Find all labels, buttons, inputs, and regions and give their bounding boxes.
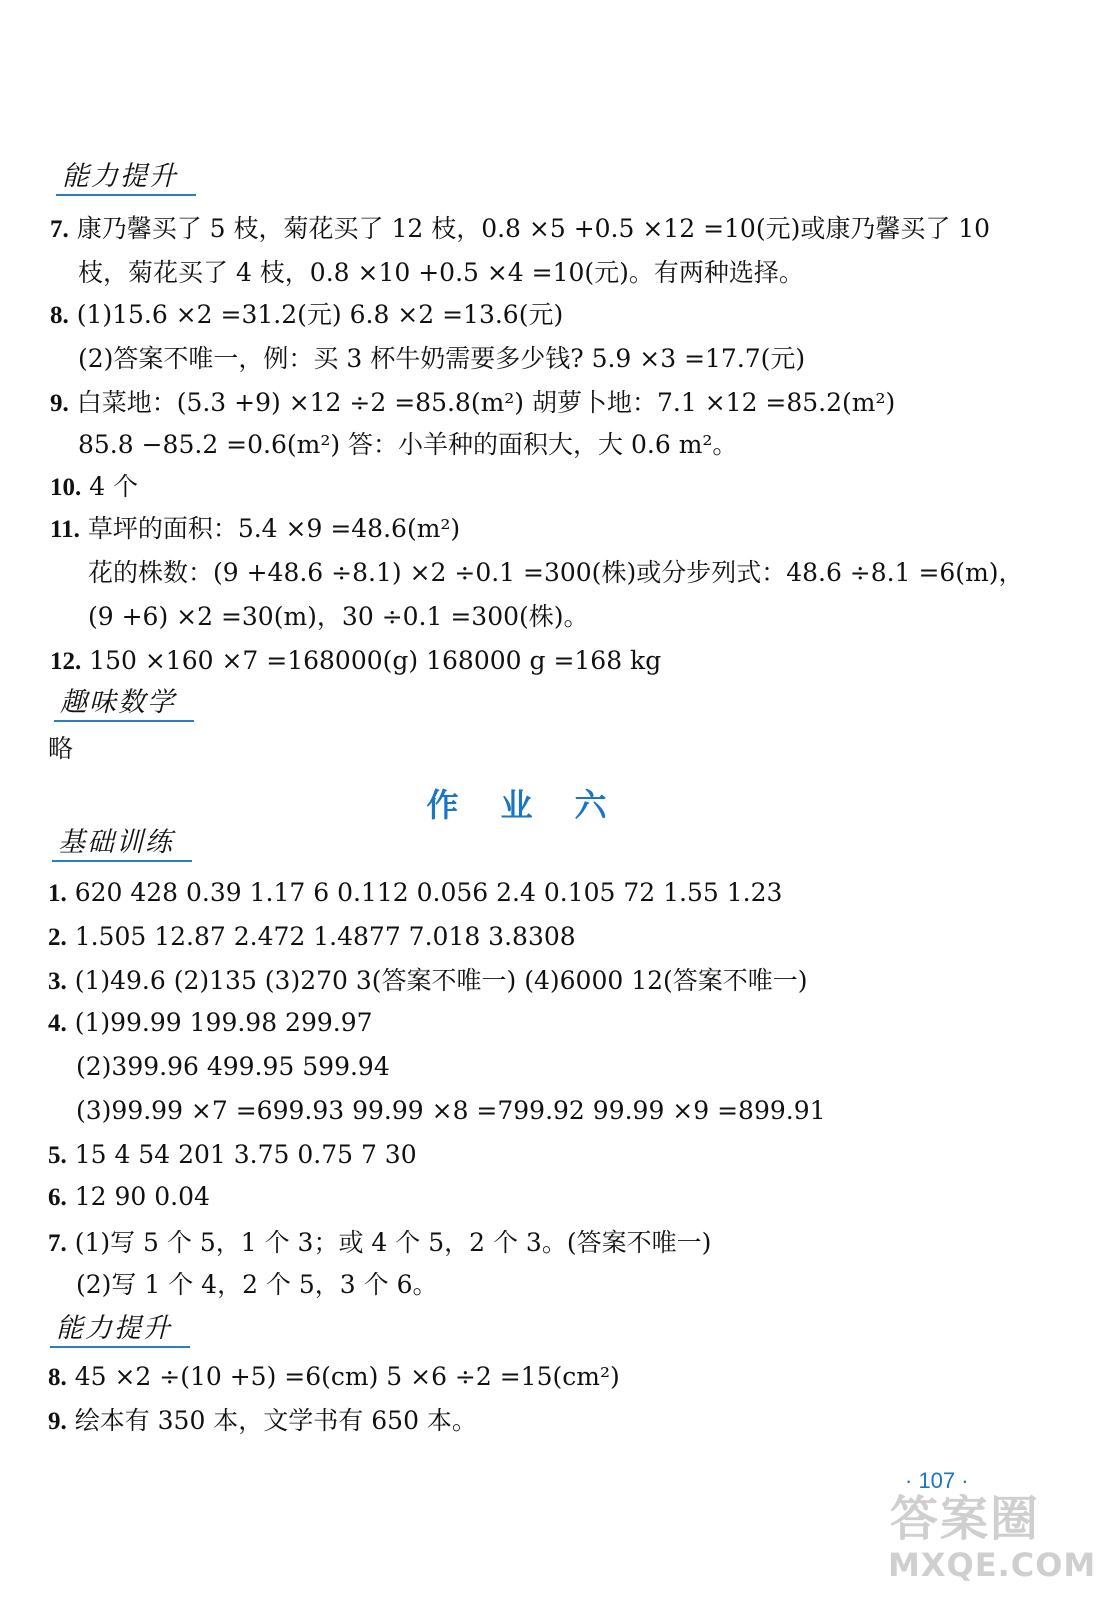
answer-line: 9. 绘本有 350 本，文学书有 650 本。 xyxy=(48,1406,477,1435)
answer-line: 12. 150 ×160 ×7 =168000(g) 168000 g =168 kg xyxy=(50,646,662,675)
answer-line: 4. (1)99.99 199.98 299.97 xyxy=(48,1008,373,1037)
answer-line: (2)答案不唯一，例：买 3 杯牛奶需要多少钱? 5.9 ×3 =17.7(元) xyxy=(78,344,806,373)
answer-line: 5. 15 4 54 201 3.75 0.75 7 30 xyxy=(48,1140,417,1169)
watermark-url: MXQE.COM xyxy=(888,1546,1096,1584)
answer-line: (2)399.96 499.95 599.94 xyxy=(76,1052,390,1081)
watermark-text: 答案圈 xyxy=(890,1491,1041,1547)
answer-line: (9 +6) ×2 =30(m)，30 ÷0.1 =300(株)。 xyxy=(88,602,589,631)
answer-line: 10. 4 个 xyxy=(50,472,139,501)
answer-line: 8. (1)15.6 ×2 =31.2(元) 6.8 ×2 =13.6(元) xyxy=(50,300,564,329)
page-title: 作业六 xyxy=(426,786,649,824)
answer-line: 6. 12 90 0.04 xyxy=(48,1182,210,1211)
answer-line: 11. 草坪的面积：5.4 ×9 =48.6(m²) xyxy=(50,514,461,543)
section-heading-ability-2: 能力提升 xyxy=(56,1312,172,1346)
section-heading-basic: 基础训练 xyxy=(58,826,174,860)
answer-line: 3. (1)49.6 (2)135 (3)270 3(答案不唯一) (4)6000 12(答案不唯一) xyxy=(48,966,808,995)
watermark-logo xyxy=(880,1480,1096,1595)
answer-line: 2. 1.505 12.87 2.472 1.4877 7.018 3.8308 xyxy=(48,922,576,951)
answer-line: (3)99.99 ×7 =699.93 99.99 ×8 =799.92 99.99 ×9 =899.91 xyxy=(76,1096,826,1125)
answer-line: 枝，菊花买了 4 枝，0.8 ×10 +0.5 ×4 =10(元)。有两种选择。 xyxy=(78,258,804,287)
answer-line: 7. 康乃馨买了 5 枝，菊花买了 12 枝，0.8 ×5 +0.5 ×12 =10(元)或康乃馨买了 10 xyxy=(50,214,991,243)
answer-line: 9. 白菜地：(5.3 +9) ×12 ÷2 =85.8(m²) 胡萝卜地：7.1 ×12 =85.2(m²) xyxy=(50,388,896,417)
section-heading-fun-math: 趣味数学 xyxy=(60,686,176,720)
section-heading-ability: 能力提升 xyxy=(62,160,178,194)
answer-line: 1. 620 428 0.39 1.17 6 0.112 0.056 2.4 0.105 72 1.55 1.23 xyxy=(48,878,783,907)
answer-line: (2)写 1 个 4，2 个 5，3 个 6。 xyxy=(76,1270,438,1299)
answer-line: 8. 45 ×2 ÷(10 +5) =6(cm) 5 ×6 ÷2 =15(cm²) xyxy=(48,1362,620,1391)
answer-line: 85.8 −85.2 =0.6(m²) 答：小羊种的面积大，大 0.6 m²。 xyxy=(78,430,738,459)
answer-line: 7. (1)写 5 个 5，1 个 3；或 4 个 5，2 个 3。(答案不唯一) xyxy=(48,1228,712,1257)
answer-line: 略 xyxy=(48,734,74,763)
answer-line: 花的株数：(9 +48.6 ÷8.1) ×2 ÷0.1 =300(株)或分步列式：48.6 ÷8.1 =6(m)， xyxy=(88,558,1024,587)
page-number: · 107 · xyxy=(905,1468,969,1493)
